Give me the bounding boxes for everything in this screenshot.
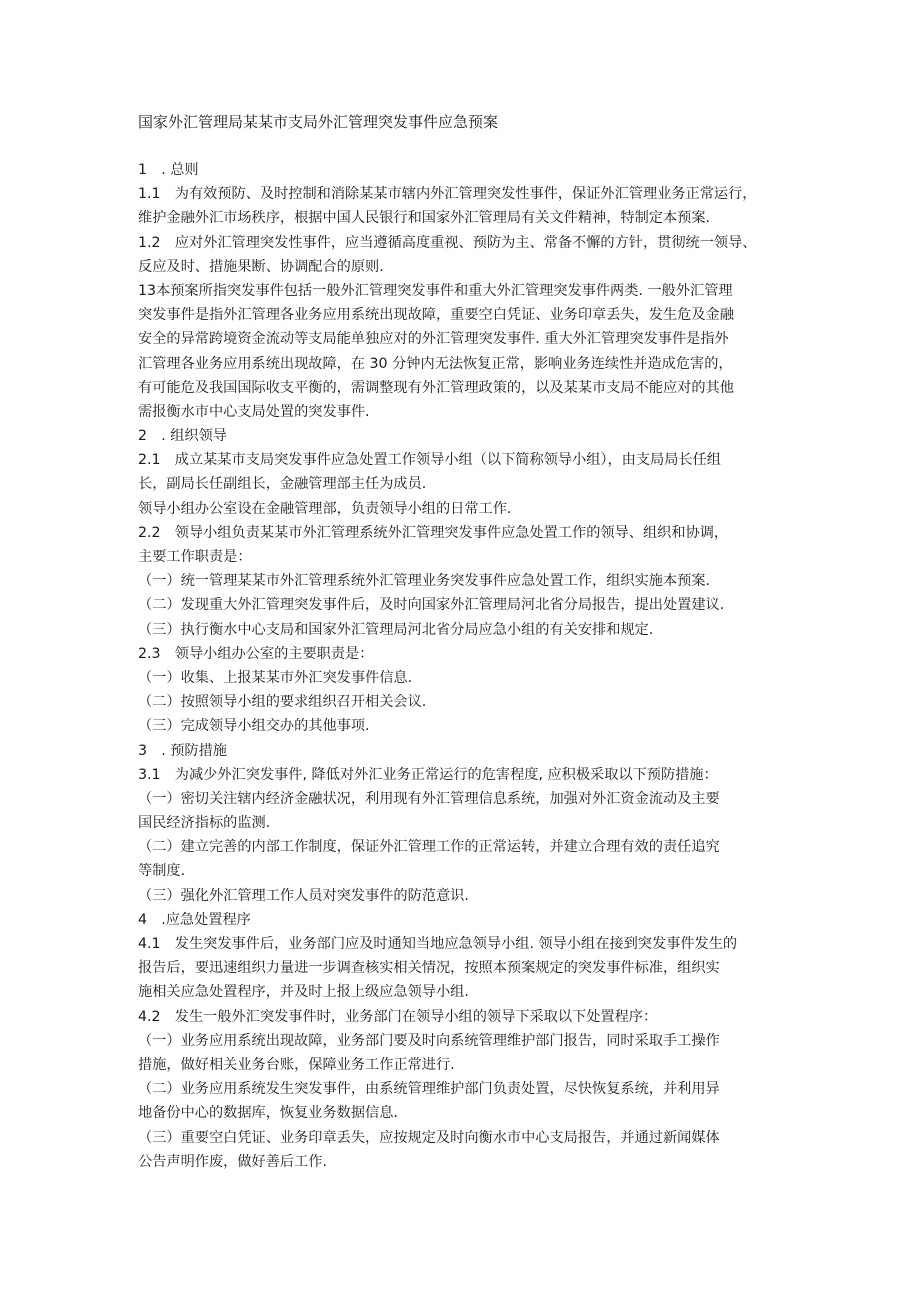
text-line: 2.1 成立某某市支局突发事件应急处置工作领导小组（以下简称领导小组），由支局局长任组 xyxy=(138,452,721,469)
text-line: 4.1 发生突发事件后，业务部门应及时通知当地应急领导小组. 领导小组在接到突发事件发生的 xyxy=(138,936,738,952)
text-line: 地备份中心的数据库，恢复业务数据信息. xyxy=(138,1105,398,1122)
text-line: 施相关应急处置程序，并及时上报上级应急领导小组. xyxy=(138,984,469,1001)
text-line: 措施，做好相关业务台账，保障业务工作正常进行. xyxy=(138,1056,455,1073)
text-line: 需报衡水市中心支局处置的突发事件. xyxy=(138,403,370,420)
text-line: 等制度. xyxy=(138,863,186,880)
text-line: 13本预案所指突发事件包括一般外汇管理突发事件和重大外汇管理突发事件两类. 一般外汇管理 xyxy=(138,282,733,299)
text-line: 安全的异常跨境资金流动等支局能单独应对的外汇管理突发事件. 重大外汇管理突发事件是指外 xyxy=(138,331,729,348)
text-line: 2.2 领导小组负责某某市外汇管理系统外汇管理突发事件应急处置工作的领导、组织和协调， xyxy=(138,524,729,541)
text-line: 反应及时、措施果断、协调配合的原则. xyxy=(138,258,384,275)
text-line: 有可能危及我国国际收支平衡的，需调整现有外汇管理政策的，以及某某市支局不能应对的其他 xyxy=(138,379,734,396)
text-line: 维护金融外汇市场秩序，根据中国人民银行和国家外汇管理局有关文件精神，特制定本预案. xyxy=(138,210,711,227)
text-line: 2.3 领导小组办公室的主要职责是： xyxy=(138,645,374,662)
text-line: 4.2 发生一般外汇突发事件时，业务部门在领导小组的领导下采取以下处置程序： xyxy=(138,1008,658,1025)
text-line: 长，副局长任副组长，金融管理部主任为成员. xyxy=(138,476,427,493)
text-line: （二）业务应用系统发生突发事件，由系统管理维护部门负责处置，尽快恢复系统，并利用异 xyxy=(138,1081,720,1098)
text-line: 主要工作职责是： xyxy=(138,549,252,565)
text-line: （一）业务应用系统出现故障，业务部门要及时向系统管理维护部门报告，同时采取手工操作 xyxy=(138,1032,720,1049)
text-line: （三）执行衡水中心支局和国家外汇管理局河北省分局应急小组的有关安排和规定. xyxy=(138,621,654,638)
text-line: 2 . 组织领导 xyxy=(138,428,227,445)
document-title: 国家外汇管理局某某市支局外汇管理突发事件应急预案 xyxy=(138,113,499,131)
text-line: （三）完成领导小组交办的其他事项. xyxy=(138,718,370,735)
text-line: 1.2 应对外汇管理突发性事件，应当遵循高度重视、预防为主、常备不懈的方针，贯彻统一领导、 xyxy=(138,234,757,251)
text-line: （一）统一管理某某市外汇管理系统外汇管理业务突发事件应急处置工作，组织实施本预案. xyxy=(138,573,711,590)
text-line: 公告声明作废，做好善后工作. xyxy=(138,1153,327,1170)
text-line: 3 . 预防措施 xyxy=(138,742,227,759)
text-line: 1.1 为有效预防、及时控制和消除某某市辖内外汇管理突发性事件，保证外汇管理业务正常运行， xyxy=(138,186,757,203)
text-line: 领导小组办公室设在金融管理部，负责领导小组的日常工作. xyxy=(138,500,512,517)
text-line: 4 .应急处置程序 xyxy=(138,911,251,928)
text-line: （二）发现重大外汇管理突发事件后，及时向国家外汇管理局河北省分局报告，提出处置建议. xyxy=(138,597,725,614)
text-line: （一）密切关注辖内经济金融状况，利用现有外汇管理信息系统，加强对外汇资金流动及主要 xyxy=(138,790,720,807)
text-line: 国民经济指标的监测. xyxy=(138,815,271,832)
text-line: （三）强化外汇管理工作人员对突发事件的防范意识. xyxy=(138,887,469,904)
document-body xyxy=(138,158,786,1174)
text-line: （二）建立完善的内部工作制度，保证外汇管理工作的正常运转，并建立合理有效的责任追究 xyxy=(138,839,720,856)
text-line: 报告后，要迅速组织力量进一步调查核实相关情况，按照本预案规定的突发事件标准，组织实 xyxy=(138,960,720,977)
text-line: 1 . 总则 xyxy=(138,162,199,178)
text-line: （二）按照领导小组的要求组织召开相关会议. xyxy=(138,694,427,711)
text-line: 突发事件是指外汇管理各业务应用系统出现故障，重要空白凭证、业务印章丢失，发生危及金融 xyxy=(138,307,734,324)
text-line: 3.1 为减少外汇突发事件, 降低对外汇业务正常运行的危害程度, 应积极采取以下预防措施： xyxy=(138,766,718,783)
text-line: （一）收集、上报某某市外汇突发事件信息. xyxy=(138,669,413,686)
text-line: 汇管理各业务应用系统出现故障，在 30 分钟内无法恢复正常，影响业务连续性并造成危害的， xyxy=(138,355,733,372)
text-line: （三）重要空白凭证、业务印章丢失，应按规定及时向衡水市中心支局报告，并通过新闻媒体 xyxy=(138,1129,720,1146)
